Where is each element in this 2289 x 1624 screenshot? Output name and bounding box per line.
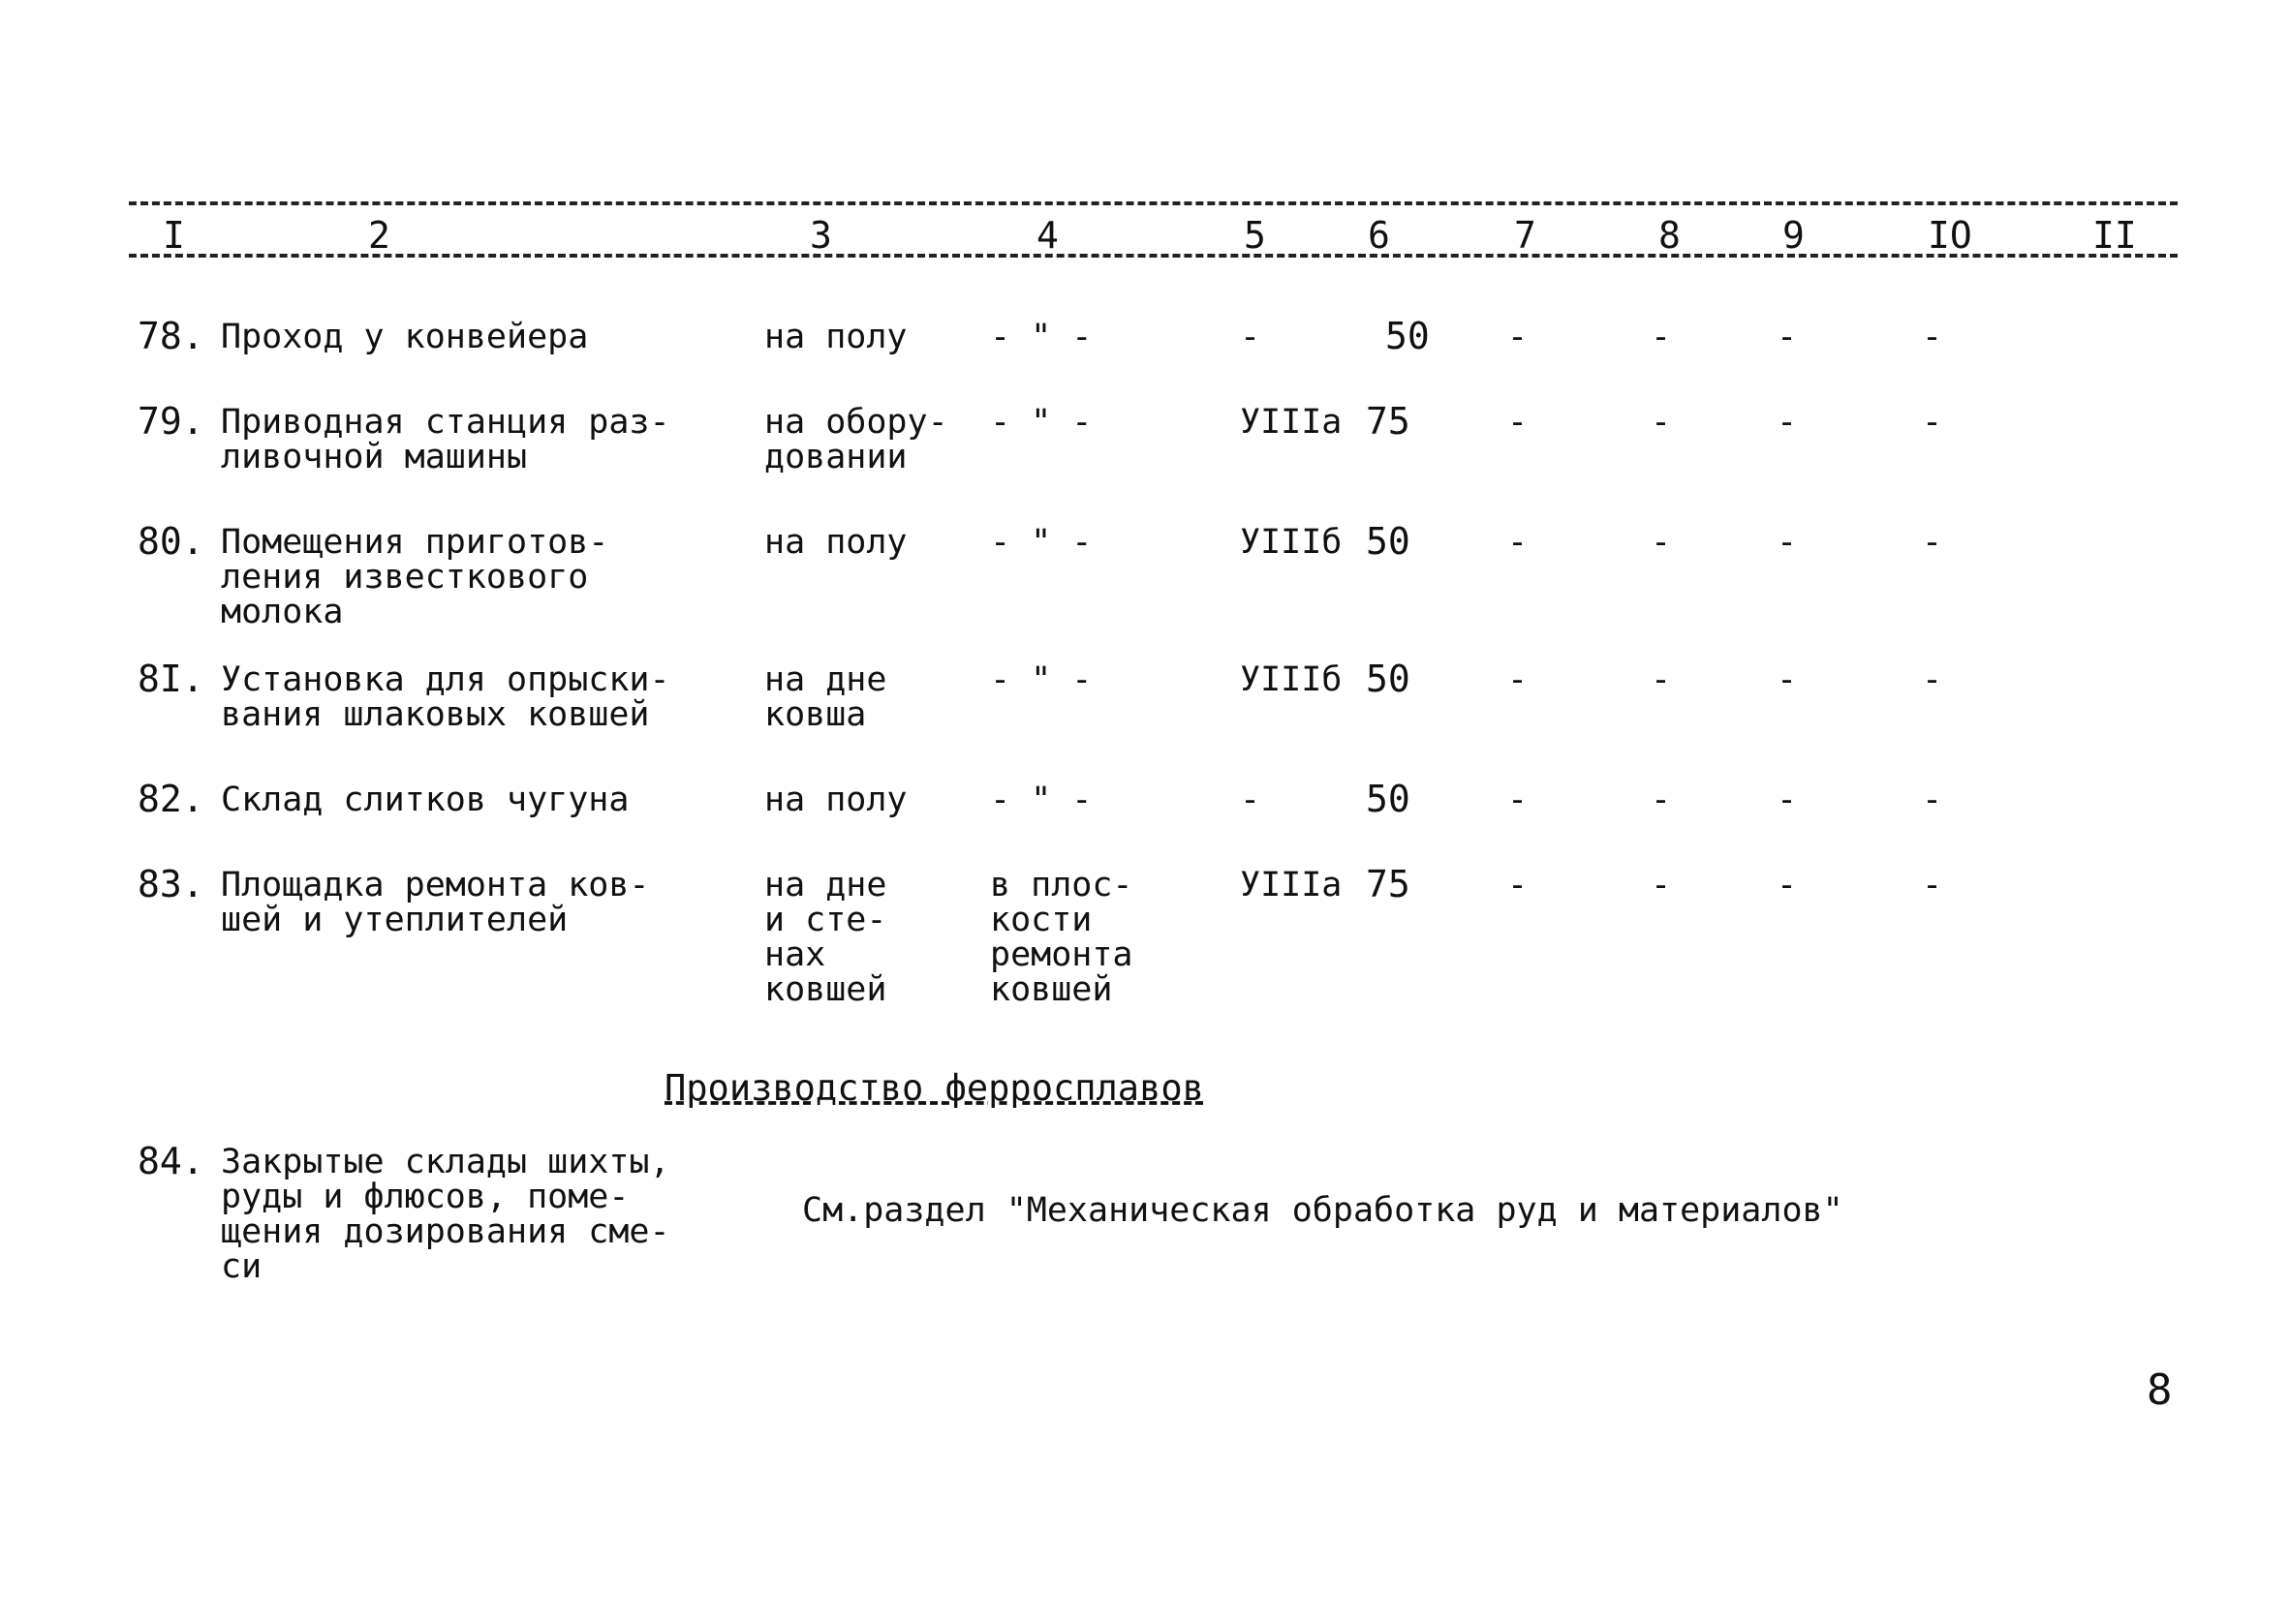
row-col4: - " - bbox=[990, 523, 1093, 562]
row-col6: 50 bbox=[1366, 778, 1410, 820]
row-col7: - bbox=[1507, 660, 1529, 699]
row-number: 83. bbox=[138, 863, 204, 905]
row-col4: - " - bbox=[990, 781, 1093, 819]
col-header-4: 4 bbox=[1036, 214, 1059, 257]
row-col5: УIIIб bbox=[1240, 523, 1343, 562]
row-col4: в плос- кости ремонта ковшей bbox=[990, 866, 1133, 1009]
col-header-11: II bbox=[2092, 214, 2137, 257]
row-col5: УIIIа bbox=[1240, 866, 1343, 904]
row-col8: - bbox=[1651, 523, 1672, 562]
row-col5: - bbox=[1240, 781, 1261, 819]
row-col9: - bbox=[1777, 866, 1798, 904]
row-col9: - bbox=[1777, 318, 1798, 356]
row-col4: - " - bbox=[990, 403, 1093, 442]
row-col7: - bbox=[1507, 866, 1529, 904]
row-col10: - bbox=[1922, 660, 1943, 699]
row-col3: на обору- довании bbox=[764, 403, 948, 476]
row-number: 84. bbox=[138, 1140, 204, 1182]
row-name: Склад слитков чугуна bbox=[221, 781, 630, 819]
row-col3: на полу bbox=[764, 318, 908, 356]
row-col9: - bbox=[1777, 523, 1798, 562]
row-col5: - bbox=[1240, 318, 1261, 356]
row-number: 80. bbox=[138, 520, 204, 563]
row-col6: 75 bbox=[1366, 863, 1410, 905]
header-rule-top bbox=[129, 201, 2178, 205]
row-col7: - bbox=[1507, 781, 1529, 819]
row-col3: на дне ковша bbox=[764, 660, 887, 734]
row-col4: - " - bbox=[990, 660, 1093, 699]
row-name: Помещения приготов- ления известкового молока bbox=[221, 523, 609, 631]
row-col6: 50 bbox=[1366, 658, 1410, 700]
col-header-2: 2 bbox=[368, 214, 390, 257]
col-header-8: 8 bbox=[1658, 214, 1681, 257]
row-col8: - bbox=[1651, 403, 1672, 442]
row-name: Установка для опрыски- вания шлаковых ковшей bbox=[221, 660, 670, 734]
row-name: Площадка ремонта ков- шей и утеплителей bbox=[221, 866, 650, 939]
row-col10: - bbox=[1922, 403, 1943, 442]
row-col10: - bbox=[1922, 318, 1943, 356]
row-col3: на полу bbox=[764, 781, 908, 819]
col-header-1: I bbox=[163, 214, 185, 257]
row-col3: на полу bbox=[764, 523, 908, 562]
row-col9: - bbox=[1777, 660, 1798, 699]
row-number: 82. bbox=[138, 778, 204, 820]
row-col3: на дне и сте- нах ковшей bbox=[764, 866, 887, 1009]
row-col7: - bbox=[1507, 523, 1529, 562]
row-col8: - bbox=[1651, 866, 1672, 904]
row-col6: 75 bbox=[1366, 400, 1410, 443]
row-number: 79. bbox=[138, 400, 204, 443]
col-header-6: 6 bbox=[1368, 214, 1390, 257]
col-header-9: 9 bbox=[1782, 214, 1805, 257]
row-col9: - bbox=[1777, 403, 1798, 442]
row-col4: - " - bbox=[990, 318, 1093, 356]
row-col9: - bbox=[1777, 781, 1798, 819]
row-col10: - bbox=[1922, 781, 1943, 819]
col-header-5: 5 bbox=[1244, 214, 1266, 257]
row-col5: УIIIб bbox=[1240, 660, 1343, 699]
row-col10: - bbox=[1922, 523, 1943, 562]
page-number: 8 bbox=[2147, 1365, 2173, 1415]
row-col6: 50 bbox=[1366, 520, 1410, 563]
row-col5: УIIIа bbox=[1240, 403, 1343, 442]
row-name: Приводная станция раз- ливочной машины bbox=[221, 403, 670, 476]
row-col8: - bbox=[1651, 660, 1672, 699]
row-col8: - bbox=[1651, 781, 1672, 819]
cross-reference: См.раздел "Механическая обработка руд и материалов" bbox=[802, 1191, 1843, 1230]
header-rule-bottom bbox=[129, 254, 2178, 258]
row-col7: - bbox=[1507, 318, 1529, 356]
row-name: Закрытые склады шихты, руды и флюсов, поме- щения дозирования сме- си bbox=[221, 1143, 670, 1286]
row-col6: 50 bbox=[1385, 315, 1430, 357]
row-name: Проход у конвейера bbox=[221, 318, 589, 356]
row-number: 8I. bbox=[138, 658, 204, 700]
col-header-7: 7 bbox=[1514, 214, 1536, 257]
row-number: 78. bbox=[138, 315, 204, 357]
section-title: Производство ферросплавов bbox=[665, 1067, 1204, 1109]
row-col7: - bbox=[1507, 403, 1529, 442]
row-col8: - bbox=[1651, 318, 1672, 356]
col-header-10: IO bbox=[1928, 214, 1972, 257]
col-header-3: 3 bbox=[810, 214, 832, 257]
row-col10: - bbox=[1922, 866, 1943, 904]
